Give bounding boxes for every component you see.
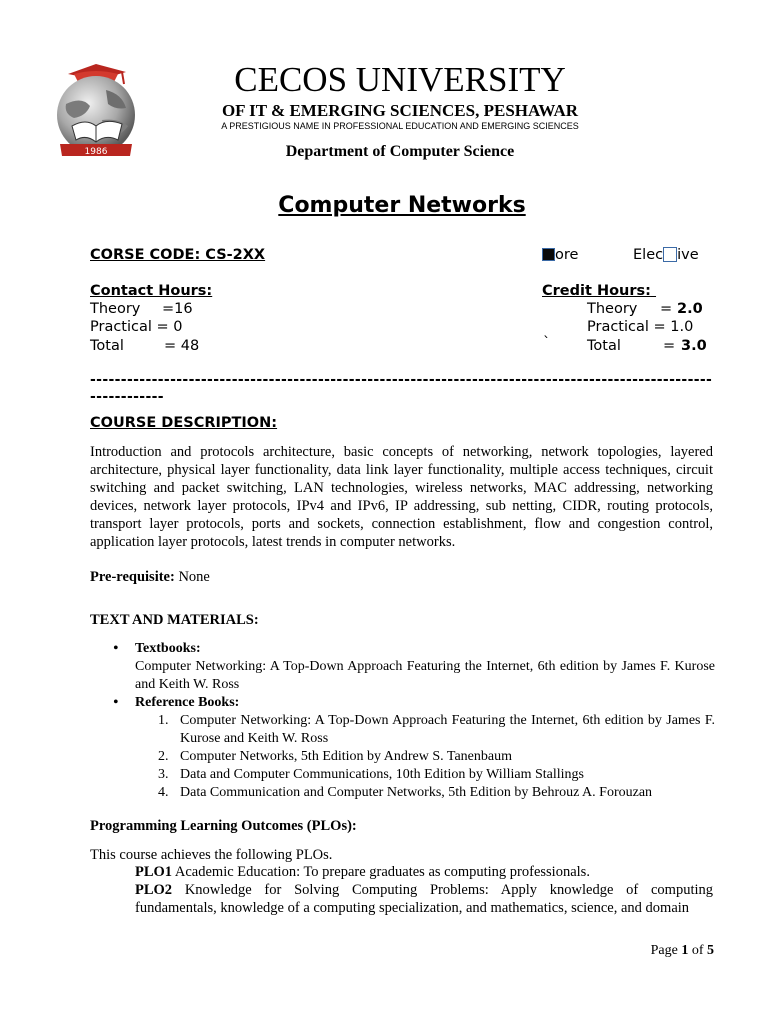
credit-practical: Practical = 1.0 [587,319,694,335]
course-description-heading: COURSE DESCRIPTION: [90,415,278,431]
core-label: ore [555,247,579,263]
core-checkbox[interactable] [542,248,555,261]
credit-hours-heading: Credit Hours: [542,283,651,299]
elective-label-part1: Elec [633,247,664,263]
course-description-text: Introduction and protocols architecture, basic concepts of networking, network topologies, layered architecture, physical layer functionality, data link layer functionality, multiple access techniques, circuit switching and packet switching, LAN technologies, wireless networks, MAC addressing, networking devices, network layer protocols, IPv4 and IPv6, IP addressing, sub netting, CIDR, routing protocols, transport layer protocols, ports and sockets, connection establishment, flow and congestion control, application layer protocols, latest trends in computer networks. [90,444,713,550]
contact-hours-heading: Contact Hours: [90,283,213,299]
prerequisite-value: None [174,569,210,585]
contact-total-label: Total [90,338,124,354]
contact-practical: Practical = 0 [90,319,183,335]
course-type-elective [633,246,699,264]
credit-total-label: Total [587,338,621,354]
materials-list [90,640,715,802]
contact-theory-value: =16 [162,301,193,317]
page-number: Page 1 of 5 [650,943,714,958]
course-code: CORSE CODE: CS-2XX [90,247,266,263]
reference-book: 1. Computer Networking: A Top-Down Approach Featuring the Internet, 6th edition by James F. Kurose and Keith W. Ross [158,713,715,746]
contact-total-value: = 48 [164,338,200,354]
credit-theory-value: 2.0 [677,301,703,317]
textbooks-item [90,640,715,694]
credit-total-eq: = [663,338,676,354]
plos-heading: Programming Learning Outcomes (PLOs): [90,818,357,834]
course-title: Computer Networks [278,193,526,218]
plo-item: PLO2 Knowledge for Solving Computing Problems: Apply knowledge of computing fundamentals, knowledge of a computing specialization, and mathematics, science, and domain [135,882,713,916]
reference-book: 3. Data and Computer Communications, 10th Edition by William Stallings [158,767,584,782]
reference-book: 4. Data Communication and Computer Networks, 5th Edition by Behrouz A. Forouzan [158,785,653,800]
plos-intro: This course achieves the following PLOs. [90,847,333,863]
credit-theory-label: Theory [587,301,638,317]
logo-year: 1986 [84,147,108,157]
university-logo [52,60,140,158]
university-subtitle: OF IT & EMERGING SCIENCES, PESHAWAR [221,101,579,120]
plo-item: PLO1 Academic Education: To prepare graduates as computing professionals. [135,864,590,880]
prerequisite-label: Pre-requisite: [90,569,175,585]
contact-theory-label: Theory [90,301,141,317]
textbooks-label: • Textbooks: [135,641,201,656]
reference-book: 2. Computer Networks, 5th Edition by Andrew S. Tanenbaum [158,749,513,764]
reference-books-label: • Reference Books: [135,695,240,710]
elective-checkbox[interactable] [663,247,677,262]
reference-books-list [90,712,715,802]
prerequisite [90,568,210,586]
section-separator: ----------------------------------------------------------------------------------------------------------------- [90,372,713,405]
reference-books-item [90,694,715,712]
university-seal-globe-book-icon [52,60,140,158]
credit-total-value: 3.0 [681,338,707,354]
department-name: Department of Computer Science [285,143,515,160]
elective-label-part2: ive [677,247,699,263]
credit-tick-mark: ` [543,335,551,351]
credit-theory-eq: = [660,301,673,317]
materials-heading: TEXT AND MATERIALS: [90,612,259,628]
university-name: CECOS UNIVERSITY [234,60,566,99]
textbook-entry: Computer Networking: A Top-Down Approach Featuring the Internet, 6th edition by James F. Kurose and Keith W. Ross [135,659,715,692]
course-type-core [542,246,578,264]
university-tagline: A PRESTIGIOUS NAME IN PROFESSIONAL EDUCATION AND EMERGING SCIENCES [221,121,579,131]
